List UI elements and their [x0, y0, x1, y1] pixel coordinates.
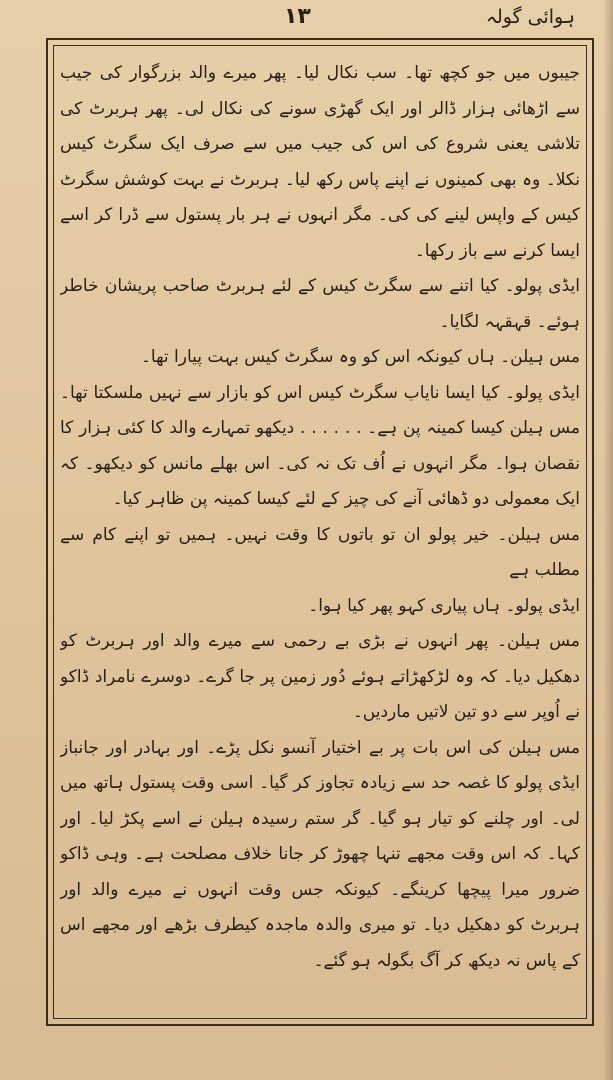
paragraph: ایڈی پولو۔ کیا ایسا نایاب سگرٹ کیس اس کو بازار سے نہیں ملسکتا تھا۔ مس ہیلن کیسا کمینہ پن ہے۔ . . . . . . دیکھو تمہارے والد کا کئی ہزار کا نقصان ہوا۔ مگر انہوں نے اُف تک نہ کی۔ اس بھلے مانس کو دیکھو۔ کہ ایک معمولی دو ڈھائی آنے کی چیز کے لئے کیسا کمینہ پن ظاہر کیا۔: [60, 382, 580, 509]
body-text: [60, 56, 580, 1016]
paragraph: مس ہیلن۔ ہاں کیونکہ اس کو وہ سگرٹ کیس بہت پیارا تھا۔: [140, 347, 580, 367]
paragraph: مس ہیلن۔ خیر پولو ان تو باتوں کا وقت نہیں۔ ہمیں تو اپنے کام سے مطلب ہے: [60, 524, 580, 580]
page-edge-shadow: [603, 0, 613, 1080]
paragraph: مس ہیلن۔ پھر انہوں نے بڑی بے رحمی سے میرے والد اور ہربرٹ کو دھکیل دیا۔ کہ وہ لڑکھڑاتے ہوئے دُور زمین پر جا گرے۔ دوسرے نامراد ڈاکو نے اُوپر سے دو تین لاتیں ماردیں۔: [60, 631, 580, 722]
paragraph: مس ہیلن کی اس بات پر بے اختیار آنسو نکل پڑے۔ اور بہادر اور جانباز ایڈی پولو کا غصہ حد سے زیادہ تجاوز کر گیا۔ اسی وقت پستول ہاتھ میں لی۔ اور چلنے کو تیار ہو گیا۔ گر ستم رسیدہ ہیلن نے اسے پکڑ لیا۔ اور کہا۔ کہ اس وقت مجھے تنہا چھوڑ کر جانا خلاف مصلحت ہے۔ وہی ڈاکو ضرور میرا پیچھا کرینگے۔ کیونکہ جس وقت انہوں نے میرے والد اور ہربرٹ کو دھکیل دیا۔ تو میری والدہ ماجدہ کیطرف بڑھے اور مجھے اس کے پاس نہ دیکھ کر آگ بگولہ ہو گئے۔: [60, 737, 580, 971]
paragraph: جیبوں میں جو کچھ تھا۔ سب نکال لیا۔ پھر میرے والد بزرگوار کی جیب سے اڑھائی ہزار ڈالر اور ایک گھڑی سونے کی نکال لی۔ پھر ہربرٹ کی تلاشی یعنی شروع کی اس کی جیب میں سے صرف ایک سگرٹ کیس نکلا۔ وہ بھی کمینوں نے اپنے پاس رکھ لیا۔ ہربرٹ نے بہت کوشش سگرٹ کیس کے واپس لینے کی کی۔ مگر انہوں نے ہر بار پستول سے ڈرا کر اسے ایسا کرنے سے باز رکھا۔: [60, 63, 580, 261]
page-number: ۱۳: [284, 4, 311, 29]
paragraph: ایڈی پولو۔ ہاں پیاری کہو پھر کیا ہوا۔: [308, 595, 580, 616]
running-title: ہوائی گولہ: [485, 6, 575, 28]
paragraph: ایڈی پولو۔ کیا اتنے سے سگرٹ کیس کے لئے ہربرٹ صاحب پریشان خاطر ہوئے۔ قہقہہ لگایا۔: [60, 276, 580, 332]
